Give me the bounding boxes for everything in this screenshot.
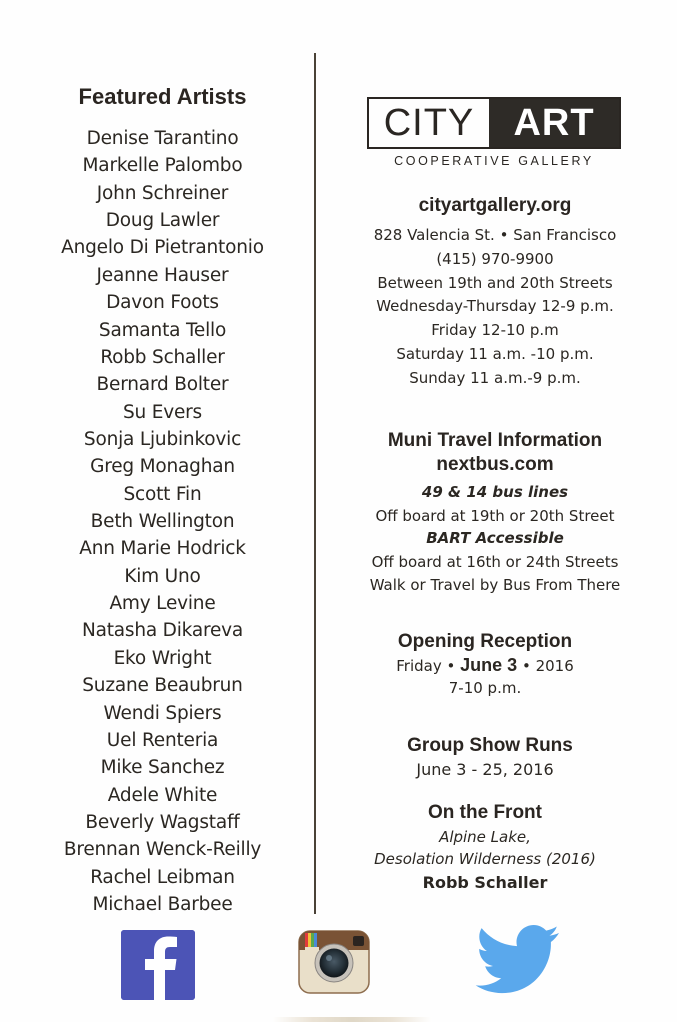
on-the-front-heading: On the Front bbox=[428, 802, 542, 823]
featured-artists-heading: Featured Artists bbox=[78, 84, 247, 109]
gallery-cross-streets: Between 19th and 20th Streets bbox=[377, 274, 613, 292]
twitter-icon[interactable] bbox=[475, 925, 561, 997]
address-separator: • bbox=[499, 226, 509, 244]
artwork-title-line1: Alpine Lake, bbox=[439, 828, 531, 846]
gallery-website: cityartgallery.org bbox=[418, 195, 572, 216]
logo-city-text: CITY bbox=[383, 101, 475, 144]
transit-heading: Muni Travel Information bbox=[387, 430, 603, 451]
artist-name: Uel Renteria bbox=[106, 729, 219, 751]
hours-line: Wednesday-Thursday 12-9 p.m. bbox=[376, 297, 614, 315]
bus-lines: 49 & 14 bus lines bbox=[421, 483, 569, 501]
artist-name: Michael Barbee bbox=[92, 894, 233, 916]
artist-name: Markelle Palombo bbox=[82, 155, 243, 177]
bus-offboard: Off board at 19th or 20th Street bbox=[375, 507, 615, 525]
group-show-heading: Group Show Runs bbox=[407, 735, 573, 756]
artist-name: Jeanne Hauser bbox=[96, 264, 229, 286]
address-city: San Francisco bbox=[513, 226, 617, 244]
hours-line: Sunday 11 a.m.-9 p.m. bbox=[409, 369, 581, 387]
address-street: 828 Valencia St. bbox=[373, 226, 495, 244]
artwork-title-line2: Desolation Wilderness (2016) bbox=[374, 850, 596, 868]
hours-line: Friday 12-10 p.m bbox=[431, 321, 559, 339]
artist-name: Natasha Dikareva bbox=[81, 620, 244, 642]
artist-name: Mike Sanchez bbox=[100, 757, 225, 779]
artist-name: Samanta Tello bbox=[98, 319, 227, 341]
decorative-smudge bbox=[272, 1017, 432, 1022]
artist-name: Robb Schaller bbox=[100, 346, 225, 368]
artist-list bbox=[20, 125, 305, 918]
artist-name: Davon Foots bbox=[106, 292, 219, 314]
reception-day: Friday bbox=[396, 657, 442, 675]
artist-name: Su Evers bbox=[122, 401, 202, 423]
opening-reception-time: 7-10 p.m. bbox=[448, 679, 522, 697]
reception-date: June 3 bbox=[460, 655, 518, 675]
facebook-icon[interactable] bbox=[121, 930, 195, 1000]
bart-offboard: Off board at 16th or 24th Streets bbox=[371, 553, 619, 571]
group-show-dates: June 3 - 25, 2016 bbox=[416, 760, 554, 779]
gallery-address bbox=[345, 226, 645, 244]
front-artist-name: Robb Schaller bbox=[422, 873, 548, 892]
artist-name: Beth Wellington bbox=[90, 511, 235, 533]
artist-name: Adele White bbox=[107, 784, 218, 806]
artist-name: Angelo Di Pietrantonio bbox=[61, 237, 264, 259]
instagram-icon[interactable] bbox=[298, 930, 370, 994]
column-divider bbox=[314, 53, 316, 914]
artist-name: Bernard Bolter bbox=[96, 374, 229, 396]
transit-website: nextbus.com bbox=[436, 454, 554, 475]
opening-reception-date bbox=[335, 655, 635, 676]
city-art-logo bbox=[367, 97, 621, 149]
artist-name: Rachel Leibman bbox=[90, 866, 235, 888]
artist-name: Denise Tarantino bbox=[86, 128, 239, 149]
artist-name: Beverly Wagstaff bbox=[85, 811, 240, 833]
logo-art-text: ART bbox=[489, 99, 619, 147]
opening-reception-heading: Opening Reception bbox=[397, 631, 573, 652]
bart-accessible: BART Accessible bbox=[426, 529, 564, 547]
artist-name: Brennan Wenck-Reilly bbox=[63, 839, 262, 861]
artist-name: Amy Levine bbox=[109, 593, 216, 615]
artist-name: John Schreiner bbox=[96, 182, 229, 204]
bullet-separator: • bbox=[446, 657, 456, 675]
artist-name: Eko Wright bbox=[113, 647, 212, 669]
artist-name: Suzane Beaubrun bbox=[82, 675, 243, 697]
logo-subtitle: COOPERATIVE GALLERY bbox=[394, 154, 594, 168]
artist-name: Sonja Ljubinkovic bbox=[83, 428, 242, 450]
hours-line: Saturday 11 a.m. -10 p.m. bbox=[396, 345, 594, 363]
artist-name: Kim Uno bbox=[124, 565, 201, 587]
reception-year: 2016 bbox=[535, 657, 574, 675]
bullet-separator: • bbox=[521, 657, 531, 675]
artist-name: Scott Fin bbox=[123, 483, 202, 505]
artist-name: Wendi Spiers bbox=[103, 702, 222, 724]
artist-name: Greg Monaghan bbox=[90, 456, 235, 478]
artist-name: Ann Marie Hodrick bbox=[79, 538, 246, 560]
artist-name: Doug Lawler bbox=[105, 210, 220, 232]
gallery-phone: (415) 970-9900 bbox=[436, 250, 554, 268]
walk-or-bus: Walk or Travel by Bus From There bbox=[369, 576, 621, 594]
